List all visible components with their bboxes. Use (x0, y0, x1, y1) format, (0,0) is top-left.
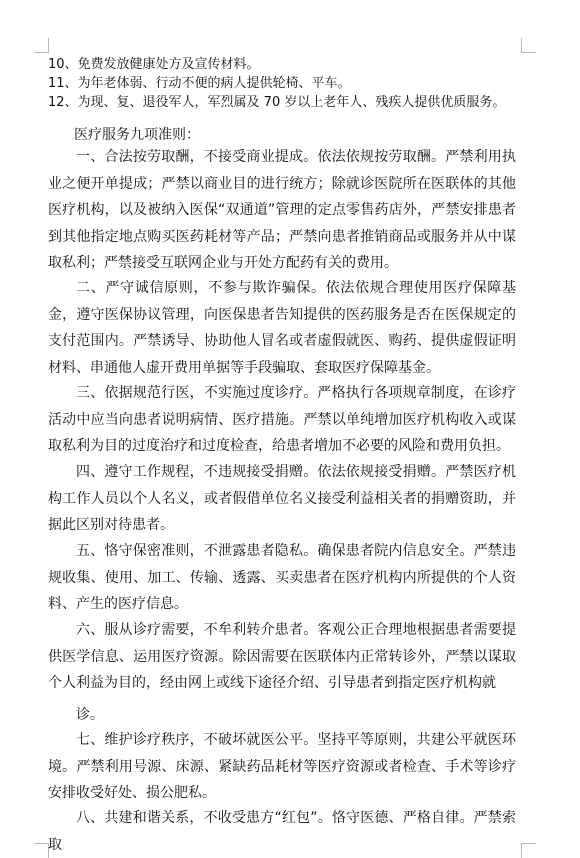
paragraph-rule-5: 五、恪守保密准则，不泄露患者隐私。确保患者院内信息安全。严禁违规收集、使用、加工、传输、透露、买卖患者在医疗机构内所提供的个人资料、产生的医疗信息。 (48, 543, 516, 612)
paragraph-rule-8: 八、共建和谐关系，不收受患方“红包”。恪守医德、严格自律。严禁索取 (48, 810, 516, 853)
paragraph-rule-4: 四、遵守工作规程，不违规接受捐赠。依法依规接受捐赠。严禁医疗机构工作人员以个人名义，或者假借单位名义接受利益相关者的捐赠资助，并据此区别对待患者。 (48, 464, 516, 533)
page-corner-mark-bottom-left (34, 843, 49, 858)
list-item-10: 10、免费发放健康处方及宣传材料。 (48, 57, 260, 72)
page-corner-mark-bottom-right (521, 843, 536, 858)
page-corner-mark-top-left (34, 38, 49, 53)
list-item-11: 11、为年老体弱、行动不便的病人提供轮椅、平车。 (48, 76, 351, 91)
list-item-12: 12、为现、复、退役军人，军烈属及 70 岁以上老年人、残疾人提供优质服务。 (48, 95, 506, 110)
paragraph-rule-6-continuation: 诊。 (76, 707, 104, 723)
paragraph-rule-3: 三、依据规范行医，不实施过度诊疗。严格执行各项规章制度，在诊疗活动中应当向患者说明病情、医疗措施。严禁以单纯增加医疗机构收入或谋取私利为目的过度治疗和过度检查，给患者增加不必要的风险和费用负担。 (48, 385, 516, 454)
paragraph-rule-2: 二、严守诚信原则，不参与欺诈骗保。依法依规合理使用医疗保障基金，遵守医保协议管理，向医保患者告知提供的医药服务是否在医保规定的支付范围内。严禁诱导、协助他人冒名或者虚假就医、购药、提供虚假证明材料、串通他人虚开费用单据等手段骗取、套取医疗保障基金。 (48, 280, 516, 376)
paragraph-rule-7: 七、维护诊疗秩序，不破坏就医公平。坚持平等原则，共建公平就医环境。严禁利用号源、床源、紧缺药品耗材等医疗资源或者检查、手术等诊疗安排收受好处、损公肥私。 (48, 732, 516, 801)
paragraph-rule-6: 六、服从诊疗需要，不牟利转介患者。客观公正合理地根据患者需要提供医学信息、运用医疗资源。除因需要在医联体内正常转诊外，严禁以谋取个人利益为目的，经由网上或线下途径介绍、引导患者到指定医疗机构就 (48, 622, 516, 691)
section-heading: 医疗服务九项准则： (74, 127, 200, 143)
page-corner-mark-top-right (521, 38, 536, 53)
paragraph-rule-1: 一、合法按劳取酬，不接受商业提成。依法依规按劳取酬。严禁利用执业之便开单提成；严禁以商业目的进行统方；除就诊医院所在医联体的其他医疗机构，以及被纳入医保“双通道”管理的定点零售药店外，严禁安排患者到其他指定地点购买医药耗材等产品；严禁向患者推销商品或服务并从中谋取私利；严禁接受互联网企业与开处方配药有关的费用。 (48, 149, 516, 271)
